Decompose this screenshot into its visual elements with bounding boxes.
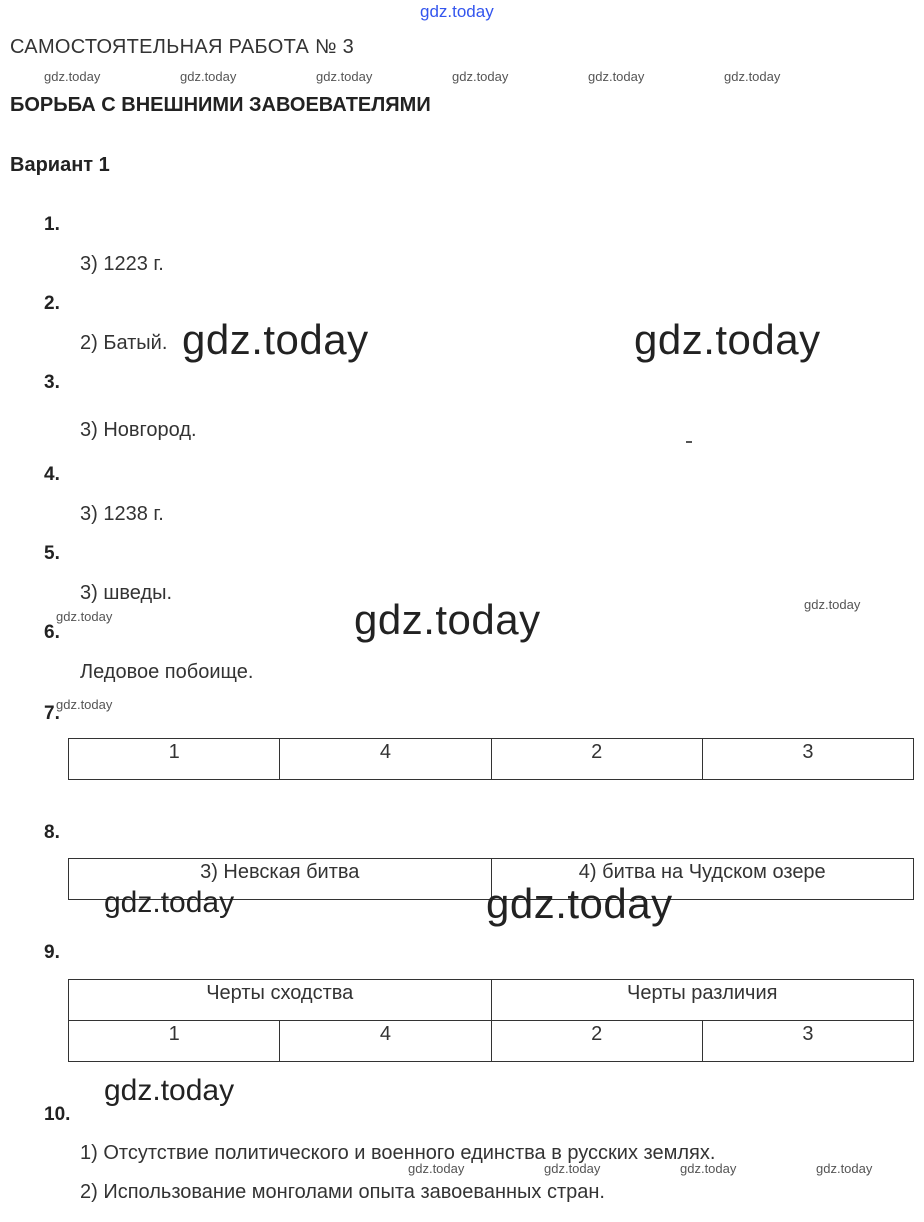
watermark-row-item: gdz.today [724, 69, 781, 84]
watermark-row-item: gdz.today [588, 69, 645, 84]
table-cell: 4) битва на Чудском озере [491, 859, 914, 900]
question-answer: 3) Новгород. [80, 419, 197, 441]
table-header-cell: Черты сходства [69, 980, 492, 1021]
watermark-small: gdz.today [408, 1161, 465, 1176]
watermark-small: gdz.today [680, 1161, 737, 1176]
watermark-large: gdz.today [354, 596, 541, 643]
question-answer: 2) Использование монголами опыта завоеванных стран. [80, 1181, 605, 1203]
table-cell: 2 [491, 739, 702, 780]
watermark-small: gdz.today [544, 1161, 601, 1176]
question-number: 6. [44, 622, 60, 643]
table-header-cell: Черты различия [491, 980, 914, 1021]
watermark-large: gdz.today [634, 316, 821, 363]
watermark-row-item: gdz.today [452, 69, 509, 84]
question-answer: 3) 1223 г. [80, 253, 164, 275]
watermark-row-item: gdz.today [180, 69, 237, 84]
question-number: 3. [44, 372, 60, 393]
table-cell: 3) Невская битва [69, 859, 492, 900]
watermark-medium: gdz.today [104, 1074, 235, 1107]
question-number: 8. [44, 822, 60, 843]
table-cell: 1 [69, 739, 280, 780]
question-answer: 3) шведы. [80, 582, 173, 604]
watermark-small: gdz.today [816, 1161, 873, 1176]
watermark-top: gdz.today [420, 2, 494, 21]
question-number: 10. [44, 1104, 71, 1125]
table-cell: 4 [280, 1021, 491, 1062]
watermark-row-item: gdz.today [44, 69, 101, 84]
question-answer: 3) 1238 г. [80, 503, 164, 525]
q7-table [68, 738, 914, 780]
question-answer: Ледовое побоище. [80, 661, 254, 683]
watermark-small: gdz.today [56, 697, 113, 712]
page-title: БОРЬБА С ВНЕШНИМИ ЗАВОЕВАТЕЛЯМИ [10, 94, 431, 116]
question-number: 2. [44, 293, 60, 314]
question-number: 7. [44, 703, 60, 724]
table-cell: 3 [702, 1021, 913, 1062]
stray-mark [686, 441, 692, 443]
watermark-large: gdz.today [486, 880, 673, 927]
table-cell: 1 [69, 1021, 280, 1062]
watermark-large: gdz.today [182, 316, 369, 363]
table-cell: 3 [702, 739, 913, 780]
table-cell: 2 [491, 1021, 702, 1062]
variant-heading: Вариант 1 [10, 154, 110, 176]
question-answer: 2) Батый. [80, 332, 168, 354]
question-answer: 1) Отсутствие политического и военного единства в русских землях. [80, 1142, 716, 1164]
work-subtitle: САМОСТОЯТЕЛЬНАЯ РАБОТА № 3 [10, 36, 354, 58]
watermark-small: gdz.today [56, 609, 113, 624]
watermark-medium: gdz.today [104, 886, 235, 919]
watermark-row-item: gdz.today [316, 69, 373, 84]
question-number: 9. [44, 942, 60, 963]
question-number: 4. [44, 464, 60, 485]
question-number: 5. [44, 543, 60, 564]
table-cell: 4 [280, 739, 491, 780]
question-number: 1. [44, 214, 60, 235]
watermark-small: gdz.today [804, 597, 861, 612]
q9-table [68, 979, 914, 1062]
